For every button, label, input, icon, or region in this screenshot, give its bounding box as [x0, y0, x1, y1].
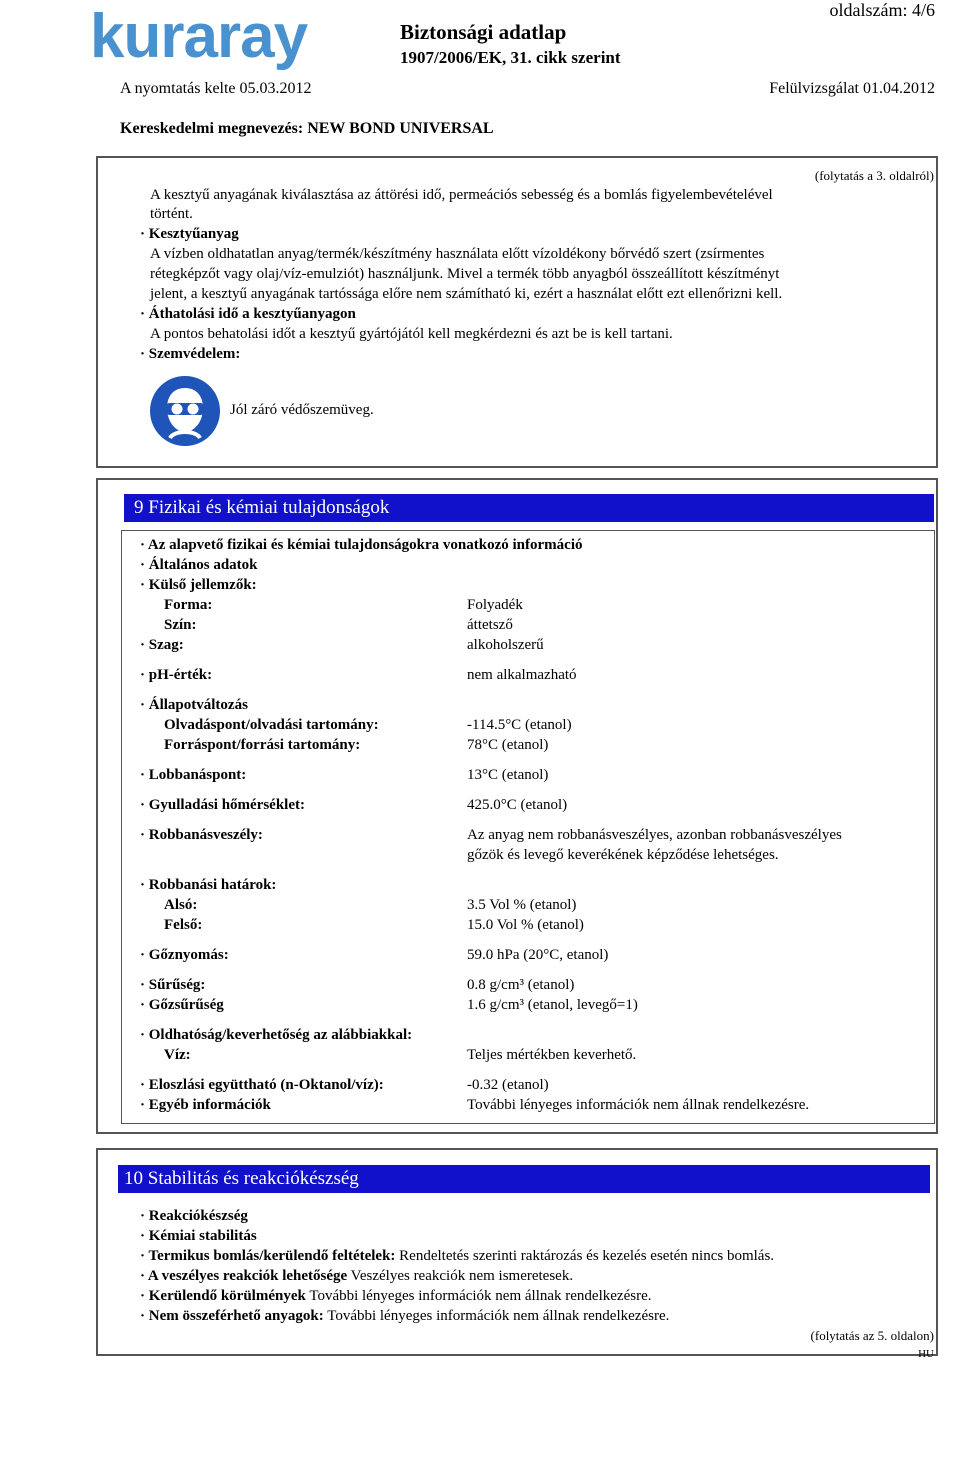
- odor-value: alkoholszerű: [467, 637, 544, 653]
- basic-info-heading: · Az alapvető fizikai és kémiai tulajdonságokra vonatkozó információ: [140, 537, 583, 553]
- ph-label: · pH-érték:: [140, 667, 213, 683]
- vapor-pressure-label: · Gőznyomás:: [140, 947, 229, 963]
- eye-protection-text: Jól záró védőszemüveg.: [230, 402, 374, 418]
- explosion-hazard-value: Az anyag nem robbanásveszélyes, azonban robbanásveszélyes: [467, 827, 842, 843]
- vapor-density-value: 1.6 g/cm³ (etanol, levegő=1): [467, 997, 638, 1013]
- form-value: Folyadék: [467, 597, 523, 613]
- boiling-point-value: 78°C (etanol): [467, 737, 549, 753]
- eye-protection-label: · Szemvédelem:: [140, 346, 241, 362]
- ignition-temp-value: 425.0°C (etanol): [467, 797, 568, 813]
- incompatible-label: · Nem összeférhető anyagok:: [140, 1308, 324, 1324]
- decomposition-text: Rendeltetés szerinti raktározás és kezelés esetén nincs bomlás.: [399, 1248, 775, 1264]
- continued-from: (folytatás a 3. oldalról): [814, 168, 934, 183]
- trade-name: Kereskedelmi megnevezés: NEW BOND UNIVERSAL: [120, 120, 494, 137]
- density-label: · Sűrűség:: [140, 977, 206, 993]
- language-code: HU: [918, 1348, 934, 1360]
- color-label: Szín:: [164, 617, 197, 633]
- hazardous-reactions-label: · A veszélyes reakciók lehetősége: [140, 1268, 348, 1284]
- general-data-heading: · Általános adatok: [140, 557, 258, 573]
- upper-limit-value: 15.0 Vol % (etanol): [467, 917, 584, 933]
- color-value: áttetsző: [467, 617, 513, 633]
- boiling-point-label: Forráspont/forrási tartomány:: [164, 737, 361, 753]
- explosion-limits-heading: · Robbanási határok:: [140, 877, 277, 893]
- flash-point-label: · Lobbanáspont:: [140, 767, 247, 783]
- melting-point-label: Olvadáspont/olvadási tartomány:: [164, 717, 379, 733]
- explosion-hazard-value-2: gőzök és levegő keverékének képződése lehetséges.: [467, 847, 779, 863]
- glove-text-1: A vízben oldhatatlan anyag/termék/készítmény használata előtt vízoldékony bőrvédő szert (zsírmentes: [150, 246, 765, 262]
- flash-point-value: 13°C (etanol): [467, 767, 549, 783]
- explosion-hazard-label: · Robbanásveszély:: [140, 827, 263, 843]
- print-date: A nyomtatás kelte 05.03.2012: [120, 80, 312, 97]
- other-info-value: További lényeges információk nem állnak rendelkezésre.: [467, 1097, 810, 1113]
- company-logo: kuraray: [90, 2, 308, 71]
- penetration-label: · Áthatolási idő a kesztyűanyagon: [140, 306, 356, 322]
- glove-text-2: rétegképzőt vagy olaj/víz-emulziót) használjunk. Mivel a termék több anyagból összeállított készítményt: [150, 266, 780, 282]
- decomposition-line: [140, 1248, 774, 1265]
- conditions-avoid-label: · Kerülendő körülmények: [140, 1288, 306, 1304]
- chemical-stability-label: · Kémiai stabilitás: [140, 1228, 257, 1244]
- density-value: 0.8 g/cm³ (etanol): [467, 977, 575, 993]
- partition-coefficient-label: · Eloszlási együttható (n-Oktanol/víz):: [140, 1077, 384, 1093]
- lower-limit-label: Alsó:: [164, 897, 198, 913]
- incompatible-text: További lényeges információk nem állnak rendelkezésre.: [327, 1308, 670, 1324]
- incompatible-line: [140, 1308, 669, 1325]
- vapor-pressure-value: 59.0 hPa (20°C, etanol): [467, 947, 609, 963]
- other-info-label: · Egyéb információk: [140, 1097, 271, 1113]
- odor-label: · Szag:: [140, 637, 184, 653]
- solubility-heading: · Oldhatóság/keverhetőség az alábbiakkal:: [140, 1027, 413, 1043]
- water-value: Teljes mértékben keverhető.: [467, 1047, 637, 1063]
- hazardous-reactions-text: Veszélyes reakciók nem ismeretesek.: [350, 1268, 574, 1284]
- penetration-text: A pontos behatolási időt a kesztyű gyártójától kell megkérdezni és azt be is kell tartani.: [150, 326, 673, 342]
- section10-title: 10 Stabilitás és reakciókészség: [118, 1165, 930, 1193]
- vapor-density-label: · Gőzsűrűség: [140, 997, 224, 1013]
- glove-text-3: jelent, a kesztyű anyagának tartóssága előre nem számítható ki, ezért a használat előtt ezt ellenőrizni kell.: [150, 286, 783, 302]
- ignition-temp-label: · Gyulladási hőmérséklet:: [140, 797, 305, 813]
- continued-to: (folytatás az 5. oldalon): [810, 1328, 934, 1343]
- decomposition-label: · Termikus bomlás/kerülendő feltételek:: [140, 1248, 396, 1264]
- reactivity-label: · Reakciókészség: [140, 1208, 248, 1224]
- conditions-avoid-text: További lényeges információk nem állnak rendelkezésre.: [309, 1288, 652, 1304]
- ph-value: nem alkalmazható: [467, 667, 577, 683]
- melting-point-value: -114.5°C (etanol): [467, 717, 572, 733]
- conditions-avoid-line: [140, 1288, 651, 1305]
- water-label: Víz:: [164, 1047, 191, 1063]
- lower-limit-value: 3.5 Vol % (etanol): [467, 897, 577, 913]
- document-subtitle: 1907/2006/EK, 31. cikk szerint: [400, 48, 621, 67]
- partition-coefficient-value: -0.32 (etanol): [467, 1077, 549, 1093]
- section9-title: 9 Fizikai és kémiai tulajdonságok: [124, 494, 934, 522]
- page-number: oldalszám: 4/6: [829, 0, 935, 20]
- revision-date: Felülvizsgálat 01.04.2012: [769, 80, 935, 97]
- hazardous-reactions-line: [140, 1268, 573, 1285]
- glove-material-label: · Kesztyűanyag: [140, 226, 239, 242]
- appearance-heading: · Külső jellemzők:: [140, 577, 257, 593]
- document-title: Biztonsági adatlap: [400, 20, 567, 44]
- goggles-icon: [150, 376, 220, 446]
- glove-selection-line1: A kesztyű anyagának kiválasztása az áttörési idő, permeációs sebesség és a bomlás figyelembevételével: [150, 187, 773, 203]
- glove-selection-line2: történt.: [150, 206, 193, 222]
- form-label: Forma:: [164, 597, 213, 613]
- upper-limit-label: Felső:: [164, 917, 203, 933]
- state-change-heading: · Állapotváltozás: [140, 697, 248, 713]
